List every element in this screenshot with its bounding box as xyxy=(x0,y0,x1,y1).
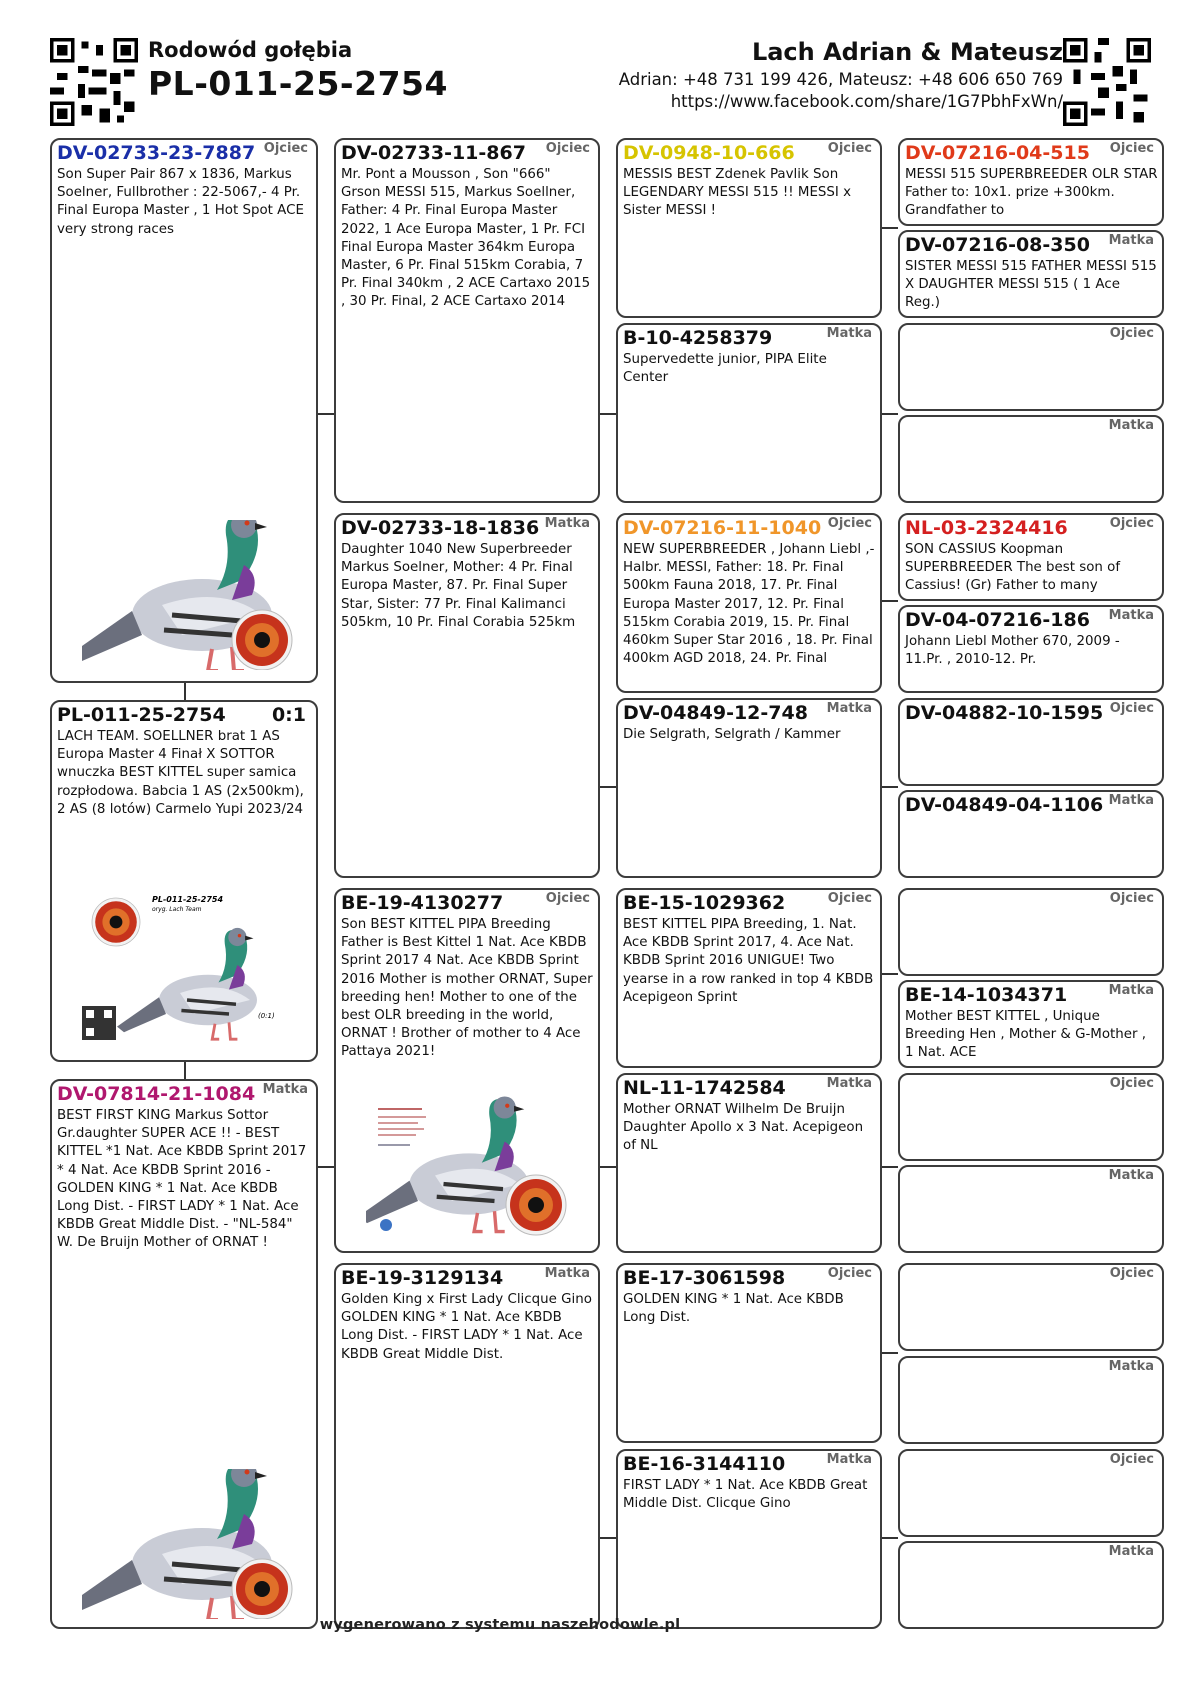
pigeon-description: SON CASSIUS Koopman SUPERBREEDER The best son of Cassius! (Gr) Father to many xyxy=(905,542,1121,594)
sex-label: Matka xyxy=(1108,1544,1154,1559)
sex-label: Matka xyxy=(826,326,872,341)
sex-label: Matka xyxy=(826,1076,872,1091)
sex-label: Ojciec xyxy=(827,891,872,906)
sex-label: Ojciec xyxy=(1109,701,1154,716)
connector xyxy=(599,1166,616,1168)
sex-label: Ojciec xyxy=(1109,1266,1154,1281)
ring-number: DV-0948-10-666 xyxy=(623,142,795,164)
ancestor-card[interactable] xyxy=(898,888,1164,976)
grandparent-card[interactable] xyxy=(334,888,600,1253)
connector xyxy=(881,1537,898,1539)
connector xyxy=(881,413,898,415)
ancestor-card[interactable] xyxy=(898,1449,1164,1537)
ring-number: DV-04882-10-1595 xyxy=(905,702,1104,724)
sex-label: Matka xyxy=(262,1082,308,1097)
ring-number: DV-04849-12-748 xyxy=(623,702,808,724)
great-grandparent-card[interactable] xyxy=(616,888,882,1068)
connector xyxy=(881,786,898,788)
connector xyxy=(881,1166,898,1168)
ancestor-card[interactable] xyxy=(898,1073,1164,1161)
ancestor-card[interactable] xyxy=(898,605,1164,693)
great-grandparent-card[interactable] xyxy=(616,1073,882,1253)
pigeon-description: Mother BEST KITTEL , Unique Breeding Hen , Mother & G-Mother , 1 Nat. ACE xyxy=(905,1009,1147,1061)
score-label: 0:1 xyxy=(271,704,306,726)
pigeon-description: Son BEST KITTEL PIPA Breeding Father is Best Kittel 1 Nat. Ace KBDB Sprint 2017 4 Nat. Ace KBDB Sprint 2016 Mother is mother ORNAT, Super breeding hen! Mother to one of the best OLR breeding in the world, ORNAT ! Brother of mother to 4 Ace Pattaya 2021! xyxy=(341,917,593,1060)
sex-label: Ojciec xyxy=(1109,141,1154,156)
pigeon-description: Golden King x First Lady Clicque Gino GOLDEN KING * 1 Nat. Ace KBDB Long Dist. - FIRST LADY * 1 Nat. Ace KBDB Great Middle Dist. xyxy=(341,1292,592,1362)
pigeon-description: Daughter 1040 New Superbreeder Markus Soelner, Mother: 4 Pr. Final Europa Master, 87. Pr. Final Super Star, Sister: 77 Pr. Final Kalimanci 505km, 10 Pr. Final Corabia 525km xyxy=(341,542,576,630)
ring-number: BE-16-3144110 xyxy=(623,1453,786,1475)
pigeon-description: MESSIS BEST Zdenek Pavlik Son LEGENDARY MESSI 515 !! MESSI x Sister MESSI ! xyxy=(623,167,852,219)
pigeon-description: SISTER MESSI 515 FATHER MESSI 515 X DAUGHTER MESSI 515 ( 1 Ace Reg.) xyxy=(905,259,1157,311)
connector xyxy=(881,600,898,602)
great-grandparent-card[interactable] xyxy=(616,1263,882,1443)
connector xyxy=(184,1060,186,1080)
sex-label: Matka xyxy=(1108,793,1154,808)
sex-label: Matka xyxy=(544,1266,590,1281)
great-grandparent-card[interactable] xyxy=(616,1449,882,1629)
pigeon-description: FIRST LADY * 1 Nat. Ace KBDB Great Middle Dist. Clicque Gino xyxy=(623,1478,868,1512)
sex-label: Ojciec xyxy=(827,1266,872,1281)
ring-number: DV-07216-04-515 xyxy=(905,142,1090,164)
connector xyxy=(184,682,186,702)
ancestor-card[interactable] xyxy=(898,1541,1164,1629)
great-grandparent-card[interactable] xyxy=(616,323,882,503)
sex-label: Matka xyxy=(1108,608,1154,623)
connector xyxy=(881,973,898,975)
pigeon-description: NEW SUPERBREEDER , Johann Liebl ,- Halbr. MESSI, Father: 18. Pr. Final 500km Fauna 2018, 17. Pr. Final Europa Master 2017, 12. Pr. Final 515km Corabia 2019, 15. Pr. Final 460km Super Star 2016 , 18. Pr. Final 400km AGD 2018, 24. Pr. Final xyxy=(623,542,875,667)
ancestor-card[interactable] xyxy=(898,790,1164,878)
sex-label: Matka xyxy=(826,1452,872,1467)
pigeon-description: Die Selgrath, Selgrath / Kammer xyxy=(623,727,841,742)
ring-number: DV-07814-21-1084 xyxy=(57,1083,256,1105)
sex-label: Ojciec xyxy=(1109,326,1154,341)
ancestor-card[interactable] xyxy=(898,415,1164,503)
pigeon-description: LACH TEAM. SOELLNER brat 1 AS Europa Master 4 Finał X SOTTOR wnuczka BEST KITTEL super samica rozpłodowa. Babcia 1 AS (2x500km), 2 AS (8 lotów) Carmelo Yupi 2023/24 xyxy=(57,729,304,817)
connector xyxy=(317,413,335,415)
grandparent-card[interactable] xyxy=(334,513,600,878)
owner-name: Lach Adrian & Mateusz xyxy=(751,38,1063,66)
ring-number: DV-02733-18-1836 xyxy=(341,517,540,539)
connector xyxy=(599,786,616,788)
sex-label: Matka xyxy=(1108,1359,1154,1374)
ring-number: PL-011-25-2754 xyxy=(57,704,226,726)
grandparent-card[interactable] xyxy=(334,1263,600,1629)
pigeon-description: BEST FIRST KING Markus Sottor Gr.daughter SUPER ACE !! - BEST KITTEL *1 Nat. Ace KBDB Sprint 2017 * 4 Nat. Ace KBDB Sprint 2016 - GOLDEN KING * 1 Nat. Ace KBDB Long Dist. - FIRST LADY * 1 Nat. Ace KBDB Great Middle Dist. - "NL-584" W. De Bruijn Mother of ORNAT ! xyxy=(57,1108,307,1251)
great-grandparent-card[interactable] xyxy=(616,698,882,878)
ring-number: BE-17-3061598 xyxy=(623,1267,786,1289)
pigeon-description: Supervedette junior, PIPA Elite Center xyxy=(623,352,827,386)
connector xyxy=(599,1537,616,1539)
owner-phones: Adrian: +48 731 199 426, Mateusz: +48 606 650 769 xyxy=(618,70,1063,89)
footer-generated-by: wygenerowano z systemu naszehodowle.pl xyxy=(319,1617,681,1633)
pedigree-title: Rodowód gołębia xyxy=(148,38,353,62)
sex-label: Ojciec xyxy=(263,141,308,156)
sex-label: Ojciec xyxy=(1109,1076,1154,1091)
ring-number: DV-07216-08-350 xyxy=(905,234,1090,256)
owner-url[interactable]: https://www.facebook.com/share/1G7PbhFxWn/ xyxy=(670,92,1063,111)
subject-photo xyxy=(82,892,282,1046)
ring-number: DV-07216-11-1040 xyxy=(623,517,822,539)
ancestor-card[interactable] xyxy=(898,980,1164,1068)
photo-origin-label: oryg. Lach Team xyxy=(152,906,202,913)
ring-number: DV-02733-23-7887 xyxy=(57,142,256,164)
photo-score-label: (0:1) xyxy=(258,1012,275,1020)
sex-label: Ojciec xyxy=(827,141,872,156)
father-card[interactable] xyxy=(50,138,318,683)
ancestor-card[interactable] xyxy=(898,323,1164,411)
connector xyxy=(599,413,616,415)
ring-number: DV-04849-04-1106 xyxy=(905,794,1104,816)
great-grandparent-card[interactable] xyxy=(616,513,882,693)
sex-label: Matka xyxy=(1108,418,1154,433)
pigeon-description: Mr. Pont a Mousson , Son "666" Grson MESSI 515, Markus Soellner, Father: 4 Pr. Final Europa Master 2022, 1 Ace Europa Master, 1 Pr. FCI Final Europa Master 364km Europa Master, 6 Pr. Final 515km Corabia, 7 Pr. Final 340km , 2 ACE Cartaxo 2015 , 30 Pr. Final, 2 ACE Cartaxo 2014 xyxy=(341,167,591,310)
pigeon-photo xyxy=(82,1469,302,1619)
sex-label: Ojciec xyxy=(1109,1452,1154,1467)
ring-number: DV-02733-11-867 xyxy=(341,142,526,164)
ring-number: BE-19-3129134 xyxy=(341,1267,504,1289)
ring-number: DV-04-07216-186 xyxy=(905,609,1090,631)
qr-code-left xyxy=(50,38,138,126)
connector xyxy=(881,227,898,229)
sex-label: Ojciec xyxy=(545,891,590,906)
sex-label: Ojciec xyxy=(1109,516,1154,531)
ancestor-card[interactable] xyxy=(898,513,1164,601)
pigeon-description: MESSI 515 SUPERBREEDER OLR STAR Father to: 10x1. prize +300km. Grandfather to xyxy=(905,167,1158,219)
pigeon-description: Johann Liebl Mother 670, 2009 - 11.Pr. , 2010-12. Pr. xyxy=(905,634,1120,668)
connector xyxy=(317,1166,335,1168)
pigeon-description: BEST KITTEL PIPA Breeding, 1. Nat. Ace KBDB Sprint 2017, 4. Ace Nat. KBDB Sprint 2016 UNIGUE! Two yearse in a row ranked in top 4 KBDB Acepigeon Sprint xyxy=(623,917,874,1005)
grandparent-card[interactable] xyxy=(334,138,600,503)
ancestor-card[interactable] xyxy=(898,138,1164,226)
great-grandparent-card[interactable] xyxy=(616,138,882,318)
pigeon-photo xyxy=(366,1095,576,1245)
ancestor-card[interactable] xyxy=(898,1165,1164,1253)
sex-label: Matka xyxy=(1108,233,1154,248)
ancestor-card[interactable] xyxy=(898,1263,1164,1351)
pedigree-ring-number: PL-011-25-2754 xyxy=(148,64,448,103)
pigeon-photo xyxy=(82,520,302,670)
pigeon-description: Son Super Pair 867 x 1836, Markus Soelner, Fullbrother : 22-5067,- 4 Pr. Final Europa Master , 1 Hot Spot ACE very strong races xyxy=(57,167,304,237)
ring-number: BE-14-1034371 xyxy=(905,984,1068,1006)
sex-label: Ojciec xyxy=(1109,891,1154,906)
pigeon-description: GOLDEN KING * 1 Nat. Ace KBDB Long Dist. xyxy=(623,1292,844,1326)
sex-label: Ojciec xyxy=(545,141,590,156)
ring-number: BE-15-1029362 xyxy=(623,892,786,914)
photo-ring-label: PL-011-25-2754 xyxy=(152,895,224,904)
ring-number: BE-19-4130277 xyxy=(341,892,504,914)
ancestor-card[interactable] xyxy=(898,230,1164,318)
ring-number: NL-11-1742584 xyxy=(623,1077,786,1099)
sex-label: Ojciec xyxy=(827,516,872,531)
ring-number: NL-03-2324416 xyxy=(905,517,1068,539)
ancestor-card[interactable] xyxy=(898,1356,1164,1444)
pigeon-description: Mother ORNAT Wilhelm De Bruijn Daughter Apollo x 3 Nat. Acepigeon of NL xyxy=(623,1102,864,1154)
sex-label: Matka xyxy=(1108,983,1154,998)
ancestor-card[interactable] xyxy=(898,698,1164,786)
ring-number: B-10-4258379 xyxy=(623,327,773,349)
sex-label: Matka xyxy=(544,516,590,531)
qr-code-right xyxy=(1063,38,1151,126)
mother-card[interactable] xyxy=(50,1079,318,1629)
sex-label: Matka xyxy=(826,701,872,716)
sex-label: Matka xyxy=(1108,1168,1154,1183)
connector xyxy=(881,1352,898,1354)
